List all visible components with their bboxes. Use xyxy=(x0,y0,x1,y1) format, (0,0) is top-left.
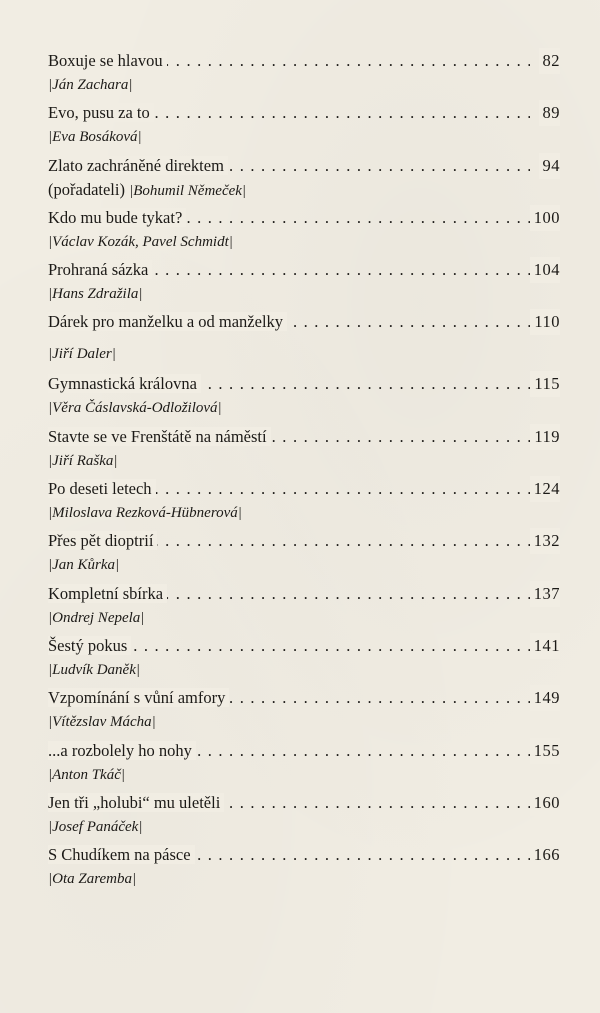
entry-title: Šestý pokus xyxy=(48,636,131,655)
toc-entry xyxy=(48,424,560,476)
entry-author: |Ludvík Daněk| xyxy=(48,661,140,678)
entry-author: |Josef Panáček| xyxy=(48,818,143,835)
page-number: 110 xyxy=(530,309,560,335)
entry-title: Kompletní sbírka xyxy=(48,584,167,603)
page-number: 82 xyxy=(539,48,561,74)
entry-author: |Hans Zdražila| xyxy=(48,286,143,303)
entry-title: Po deseti letech xyxy=(48,479,156,498)
toc-line xyxy=(48,685,560,711)
toc-entry xyxy=(48,581,560,633)
toc-line xyxy=(48,153,560,179)
toc-line xyxy=(48,581,560,607)
toc-line xyxy=(48,738,560,764)
entry-author: |Václav Kozák, Pavel Schmidt| xyxy=(48,233,233,250)
toc-line xyxy=(48,100,560,126)
entry-title: Prohraná sázka xyxy=(48,260,152,279)
page-number: 141 xyxy=(530,633,560,659)
toc-entry xyxy=(48,100,560,152)
toc-entry xyxy=(48,371,560,423)
entry-title: Stavte se ve Frenštátě na náměstí xyxy=(48,427,271,446)
page-number: 149 xyxy=(530,685,560,711)
entry-author: |Vítězslav Mácha| xyxy=(48,714,156,731)
page-number: 166 xyxy=(530,842,560,868)
page-number: 160 xyxy=(530,790,560,816)
entry-author: |Anton Tkáč| xyxy=(48,766,125,783)
entry-author: |Jiří Daler| xyxy=(48,346,116,363)
page-number: 119 xyxy=(530,424,560,450)
entry-author-line xyxy=(48,179,560,201)
toc-entry xyxy=(48,48,560,100)
entry-title: Jen tři „holubi“ mu uletěli xyxy=(48,793,224,812)
entry-title: S Chudíkem na pásce xyxy=(48,845,195,864)
page-number: 104 xyxy=(530,257,560,283)
toc-line xyxy=(48,424,560,450)
toc-line xyxy=(48,48,560,74)
toc-line xyxy=(48,790,560,816)
entry-title: Boxuje se hlavou xyxy=(48,51,167,70)
toc-entry xyxy=(48,153,560,205)
entry-author: |Bohumil Němeček| xyxy=(129,182,247,199)
table-of-contents xyxy=(48,48,560,894)
toc-line xyxy=(48,205,560,231)
toc-entry xyxy=(48,476,560,528)
toc-line xyxy=(48,528,560,554)
toc-line xyxy=(48,371,560,397)
toc-entry xyxy=(48,790,560,842)
page-number: 137 xyxy=(530,581,560,607)
entry-title: Kdo mu bude tykat? xyxy=(48,208,186,227)
page-number: 100 xyxy=(530,205,560,231)
entry-author: |Miloslava Rezková-Hübnerová| xyxy=(48,505,242,522)
entry-author: |Ota Zaremba| xyxy=(48,871,137,888)
page-number: 155 xyxy=(530,738,560,764)
entry-author: |Ondrej Nepela| xyxy=(48,609,145,626)
entry-author: |Ján Zachara| xyxy=(48,77,133,93)
toc-entry xyxy=(48,528,560,580)
toc-line xyxy=(48,309,560,335)
entry-title: Vzpomínání s vůní amfory xyxy=(48,688,229,707)
entry-author-prefix: (pořadateli) xyxy=(48,179,130,199)
entry-author: |Eva Bosáková| xyxy=(48,129,142,146)
page-number: 124 xyxy=(530,476,560,502)
toc-entry xyxy=(48,842,560,894)
page-number: 94 xyxy=(539,153,561,179)
toc-entry xyxy=(48,685,560,737)
toc-entry xyxy=(48,633,560,685)
entry-title: ...a rozbolely ho nohy xyxy=(48,741,196,760)
entry-title: Gymnastická královna xyxy=(48,374,201,393)
entry-title: Dárek pro manželku a od manželky xyxy=(48,312,287,331)
entry-author: |Jiří Raška| xyxy=(48,452,118,469)
toc-line xyxy=(48,476,560,502)
toc-entry xyxy=(48,257,560,309)
toc-entry xyxy=(48,309,560,371)
entry-title: Evo, pusu za to xyxy=(48,103,154,122)
page-number: 132 xyxy=(530,528,560,554)
toc-line xyxy=(48,633,560,659)
toc-entry xyxy=(48,205,560,257)
entry-author: |Jan Kůrka| xyxy=(48,557,120,574)
toc-line xyxy=(48,257,560,283)
entry-author: |Věra Čáslavská-Odložilová| xyxy=(48,400,222,417)
toc-line xyxy=(48,842,560,868)
entry-title: Přes pět dioptrií xyxy=(48,531,157,550)
entry-title: Zlato zachráněné direktem xyxy=(48,156,228,175)
toc-entry xyxy=(48,738,560,790)
page-number: 115 xyxy=(530,371,560,397)
page-number: 89 xyxy=(539,100,561,126)
